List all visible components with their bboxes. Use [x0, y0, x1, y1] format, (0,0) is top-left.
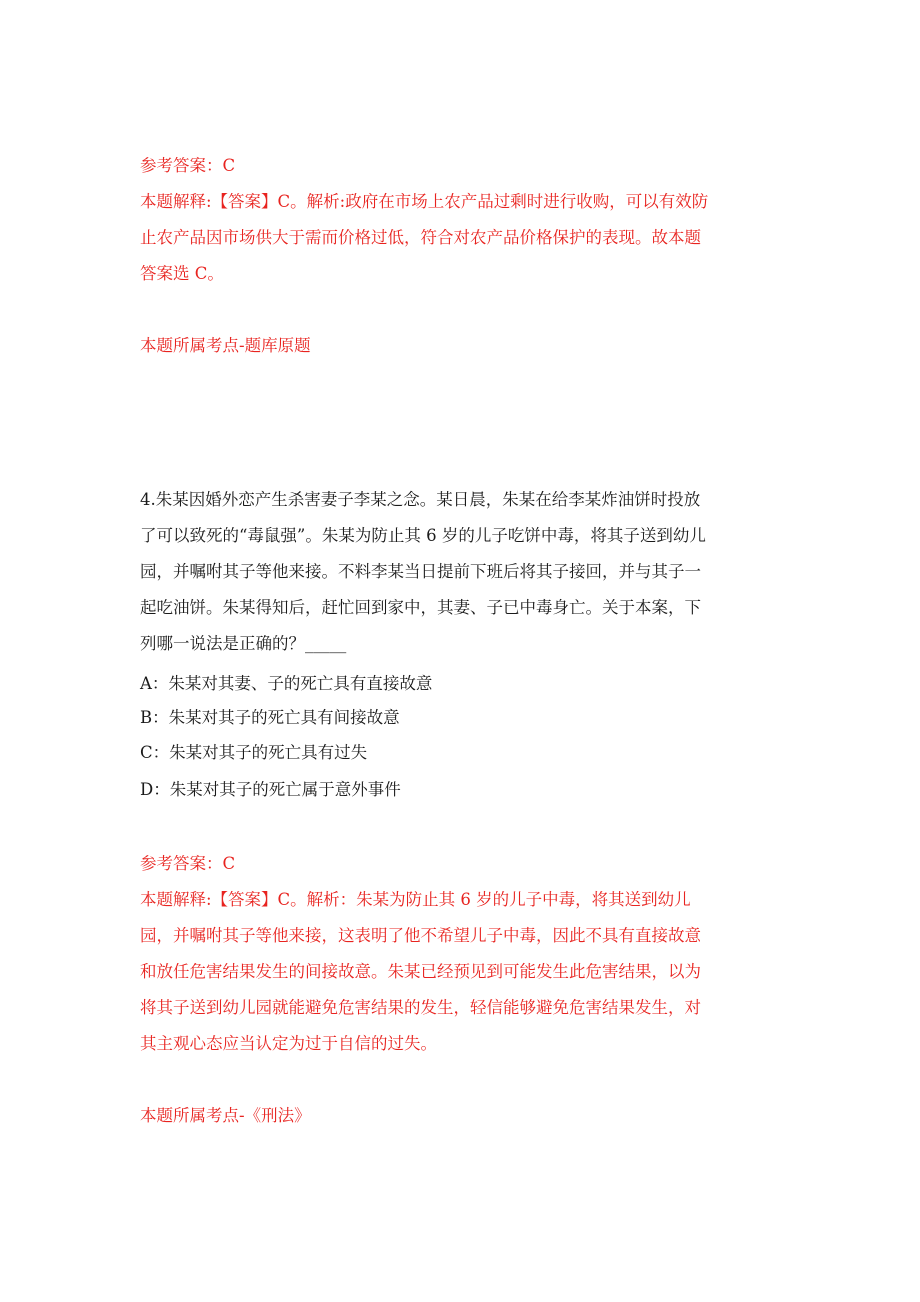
explanation-line: 止农产品因市场供大于需而价格过低，符合对农产品价格保护的表现。故本题: [140, 228, 701, 247]
question-stem-line: 园，并嘱咐其子等他来接。不料李某当日提前下班后将其子接回，并与其子一: [140, 562, 701, 581]
question-stem-line: 了可以致死的“毒鼠强”。朱某为防止其 6 岁的儿子吃饼中毒，将其子送到幼儿: [140, 526, 706, 545]
option-d: D：朱某对其子的死亡属于意外事件: [140, 780, 401, 799]
topic-label-1: 本题所属考点-题库原题: [140, 336, 311, 355]
option-a: A：朱某对其妻、子的死亡具有直接故意: [140, 674, 433, 693]
option-b: B：朱某对其子的死亡具有间接故意: [140, 708, 400, 727]
explanation-line: 答案选 C。: [140, 264, 224, 283]
question-stem-line: 起吃油饼。朱某得知后，赶忙回到家中，其妻、子已中毒身亡。关于本案，下: [140, 598, 701, 617]
question-stem-line: 4.朱某因婚外恋产生杀害妻子李某之念。某日晨，朱某在给李某炸油饼时投放: [140, 490, 701, 509]
explanation-line: 园，并嘱咐其子等他来接，这表明了他不希望儿子中毒，因此不具有直接故意: [140, 926, 701, 945]
answer-label-2: 参考答案：C: [140, 854, 236, 873]
topic-label-2: 本题所属考点-《刑法》: [140, 1106, 311, 1125]
question-stem-line: 列哪一说法是正确的？_____: [140, 634, 347, 653]
explanation-line: 和放任危害结果发生的间接故意。朱某已经预见到可能发生此危害结果，以为: [140, 962, 701, 981]
answer-label-1: 参考答案：C: [140, 156, 236, 175]
explanation-line: 本题解释:【答案】C。解析：朱某为防止其 6 岁的儿子中毒，将其送到幼儿: [140, 890, 691, 909]
explanation-line: 本题解释:【答案】C。解析:政府在市场上农产品过剩时进行收购，可以有效防: [140, 192, 709, 211]
explanation-line: 将其子送到幼儿园就能避免危害结果的发生，轻信能够避免危害结果发生，对: [140, 998, 701, 1017]
explanation-line: 其主观心态应当认定为过于自信的过失。: [140, 1034, 437, 1053]
option-c: C：朱某对其子的死亡具有过失: [140, 743, 368, 762]
